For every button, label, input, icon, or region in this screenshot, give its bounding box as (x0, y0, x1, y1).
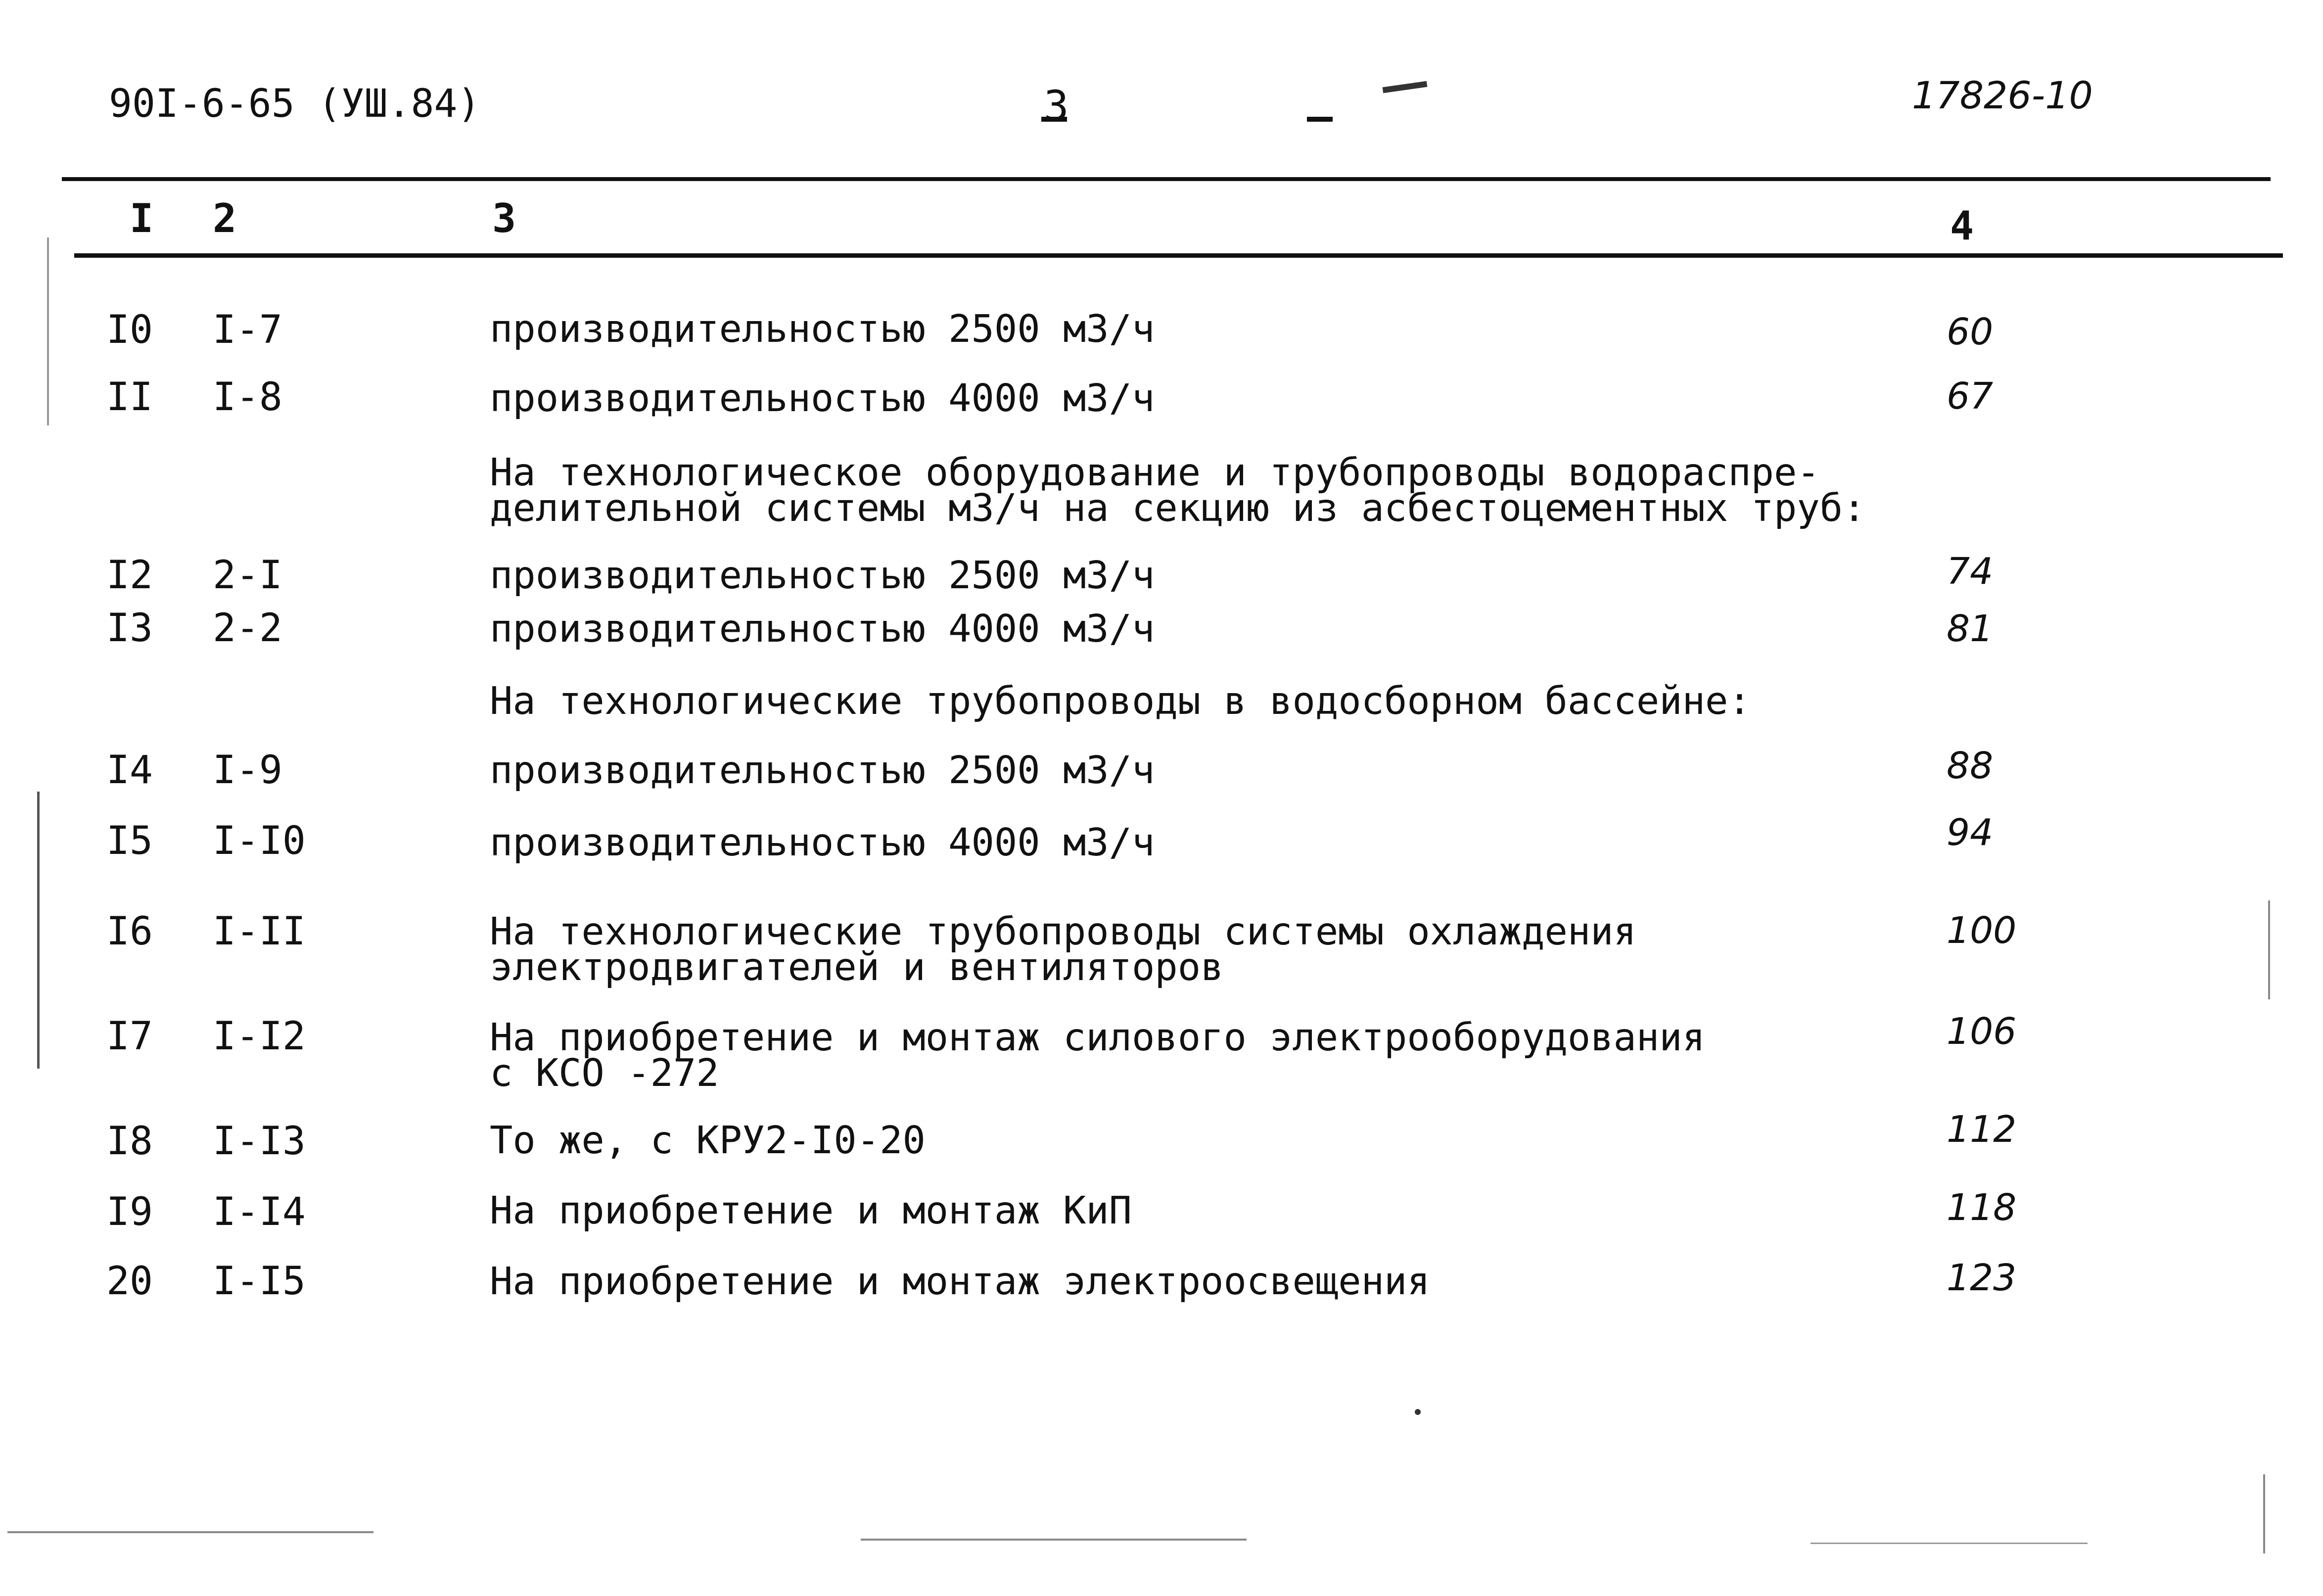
column-header-2: 2 (213, 195, 237, 241)
document-code: 90I-6-65 (УШ.84) (109, 82, 481, 126)
row-page: 112 (1947, 1108, 2017, 1151)
row-description: На технологические трубопроводы системы охлаждения электродвигателей и вентиляторов (490, 910, 1636, 989)
scan-bottom-line (861, 1539, 1247, 1541)
row-description: производительностью 2500 м3/ч (490, 307, 1155, 351)
row-number: I7 (106, 1014, 153, 1059)
scan-edge-line (47, 237, 49, 425)
row-description: То же, с КРУ2-I0-20 (490, 1119, 926, 1163)
row-number: 20 (106, 1259, 153, 1304)
row-number: I6 (106, 909, 153, 954)
section-heading: На технологические трубопроводы в водосборном бассейне: (490, 679, 1751, 723)
row-page: 100 (1947, 909, 2017, 952)
row-number: I3 (106, 606, 153, 651)
row-page: 88 (1947, 745, 1994, 787)
column-header-3: 3 (492, 195, 516, 241)
page-number: 3 (1044, 82, 1069, 130)
row-number: I2 (106, 553, 153, 598)
row-code: I-I2 (213, 1014, 306, 1059)
row-number: I0 (106, 308, 153, 352)
archive-number: 17826-10 (1912, 73, 2093, 117)
column-header-4: 4 (1950, 203, 1974, 249)
row-description: производительностью 2500 м3/ч (490, 554, 1155, 598)
row-number: I9 (106, 1190, 153, 1234)
scan-dot (1415, 1409, 1421, 1415)
row-code: I-I0 (213, 819, 306, 863)
row-code: I-I5 (213, 1259, 306, 1304)
row-page: 81 (1947, 608, 1994, 650)
row-code: I-9 (213, 748, 282, 793)
column-header-1: I (130, 195, 154, 241)
row-description: производительностью 2500 м3/ч (490, 749, 1155, 793)
row-page: 106 (1947, 1010, 2017, 1053)
row-number: I8 (106, 1119, 153, 1164)
row-page: 60 (1947, 311, 1994, 353)
page-number-dash-right (1307, 117, 1333, 122)
row-page: 94 (1947, 811, 1994, 854)
row-code: I-I4 (213, 1190, 306, 1234)
row-page: 123 (1947, 1257, 2017, 1299)
row-page: 118 (1947, 1186, 2017, 1229)
row-number: II (106, 375, 153, 420)
scan-edge-line (2268, 900, 2270, 999)
scan-bottom-line (7, 1531, 373, 1533)
row-page: 74 (1947, 550, 1994, 593)
row-code: I-8 (213, 375, 282, 420)
top-rule (62, 177, 2271, 181)
scan-edge-line (2263, 1474, 2265, 1553)
row-number: I5 (106, 819, 153, 863)
row-code: I-7 (213, 308, 282, 352)
row-code: I-I3 (213, 1119, 306, 1164)
scan-edge-line (37, 792, 40, 1069)
row-code: 2-2 (213, 606, 282, 651)
row-code: 2-I (213, 553, 282, 598)
scan-ink-mark (1383, 81, 1428, 93)
row-code: I-II (213, 909, 306, 954)
scan-bottom-line (1811, 1543, 2088, 1544)
row-number: I4 (106, 748, 153, 793)
row-description: производительностью 4000 м3/ч (490, 821, 1155, 865)
row-description: На приобретение и монтаж КиП (490, 1189, 1132, 1233)
row-description: производительностью 4000 м3/ч (490, 607, 1155, 651)
row-description: На приобретение и монтаж электроосвещения (490, 1260, 1430, 1304)
row-page: 67 (1947, 375, 1994, 418)
section-heading: На технологическое оборудование и трубопроводы водораспре- делительной системы м3/ч на секцию из асбестоцементных труб: (490, 451, 1866, 530)
header-rule (74, 253, 2283, 258)
row-description: На приобретение и монтаж силового электрооборудования с КСО -272 (490, 1016, 1705, 1095)
row-description: производительностью 4000 м3/ч (490, 376, 1155, 421)
